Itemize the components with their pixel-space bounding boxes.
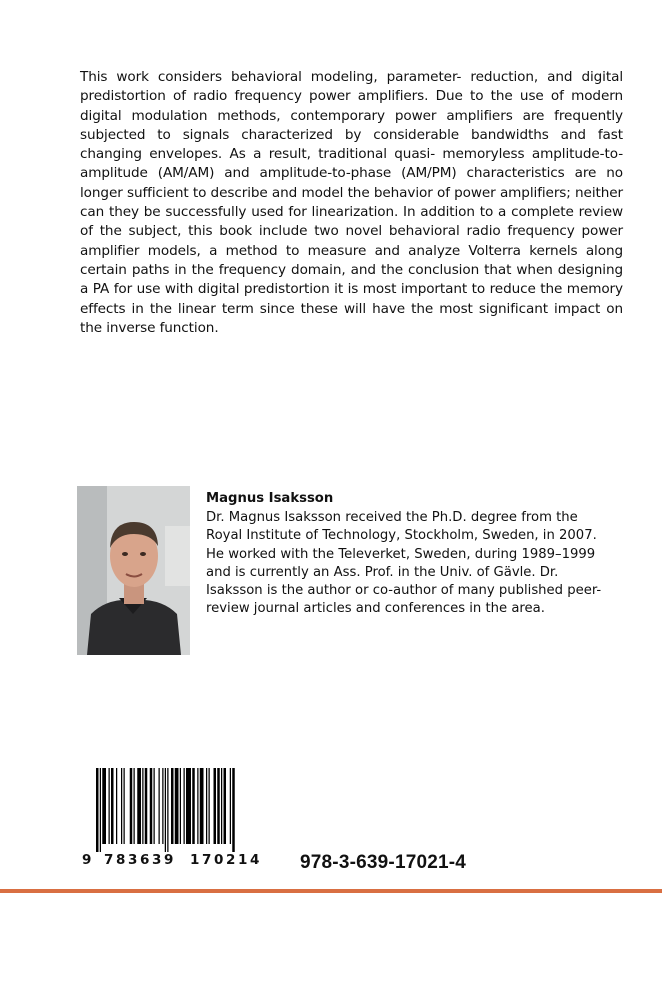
barcode-bar — [102, 768, 106, 844]
barcode-bar — [186, 768, 191, 844]
barcode-bar — [232, 768, 235, 852]
author-bio: Dr. Magnus Isaksson received the Ph.D. degree from the Royal Institute of Technology, Stockholm, Sweden, in 2007. He worked with the Televerket, Sweden, during 1989–1999 and is currently an Ass. Prof. in the Univ. of Gävle. Dr. Isaksson is the author or co-author of many published peer-review journal articles and conferences in the area. — [206, 510, 602, 617]
barcode-right-digits: 170214 — [190, 852, 262, 868]
barcode-bar — [192, 768, 195, 844]
barcode-bar — [124, 768, 125, 844]
author-section — [206, 490, 606, 618]
barcode-bar — [96, 768, 99, 852]
barcode-bars — [96, 768, 276, 852]
barcode-bar — [116, 768, 117, 844]
barcode-bar — [184, 768, 185, 844]
barcode-bar — [206, 768, 207, 844]
barcode-bar — [167, 768, 168, 852]
barcode-bar — [159, 768, 160, 844]
barcode-lead-digit: 9 — [82, 852, 92, 868]
barcode-bar — [109, 768, 110, 844]
barcode-bar — [180, 768, 181, 844]
barcode-bar — [134, 768, 135, 844]
barcode-bar — [150, 768, 153, 844]
isbn-barcode — [82, 768, 277, 876]
barcode-bar — [162, 768, 163, 844]
barcode-bar — [175, 768, 179, 844]
barcode-bar — [209, 768, 210, 844]
barcode-bar — [111, 768, 114, 844]
barcode-bar — [221, 768, 222, 844]
barcode-bar — [217, 768, 220, 844]
barcode-bar — [130, 768, 133, 844]
barcode-left-digits: 783639 — [104, 852, 176, 868]
footer-rule — [0, 889, 662, 893]
author-name: Magnus Isaksson — [206, 491, 334, 506]
barcode-bar — [200, 768, 204, 844]
barcode-bar — [171, 768, 174, 844]
barcode-bar — [145, 768, 148, 844]
barcode-bar — [165, 768, 166, 852]
barcode-bar — [224, 768, 227, 844]
barcode-bar — [142, 768, 143, 844]
barcode-bar — [154, 768, 155, 844]
barcode-bar — [100, 768, 101, 852]
barcode-bar — [214, 768, 217, 844]
barcode-bar — [137, 768, 141, 844]
barcode-bar — [230, 768, 231, 844]
isbn-number: 978-3-639-17021-4 — [300, 852, 467, 873]
back-cover-abstract: This work considers behavioral modeling, parameter- reduction, and digital predistortion of radio frequency power amplifiers. Due to the use of modern digital modulation methods, contemporary power amplifiers are frequently subjected to signals characterized by considerable bandwidths and fast changing envelopes. As a result, traditional quasi- memoryless amplitude-to-amplitude (AM/AM) and amplitude-to-phase (AM/PM) characteristics are no longer sufficient to describe and model the behavior of power amplifiers; neither can they be successfully used for linearization. In addition to a complete review of the subject, this book include two novel behavioral radio frequency power amplifier models, a method to measure and analyze Volterra kernels along certain paths in the frequency domain, and the conclusion that when designing a PA for use with digital predistortion it is most important to reduce the memory effects in the linear term since these will have the most significant impact on the inverse function. — [80, 69, 623, 336]
author-photo — [77, 486, 190, 655]
barcode-bar — [121, 768, 122, 844]
barcode-bar — [197, 768, 198, 844]
